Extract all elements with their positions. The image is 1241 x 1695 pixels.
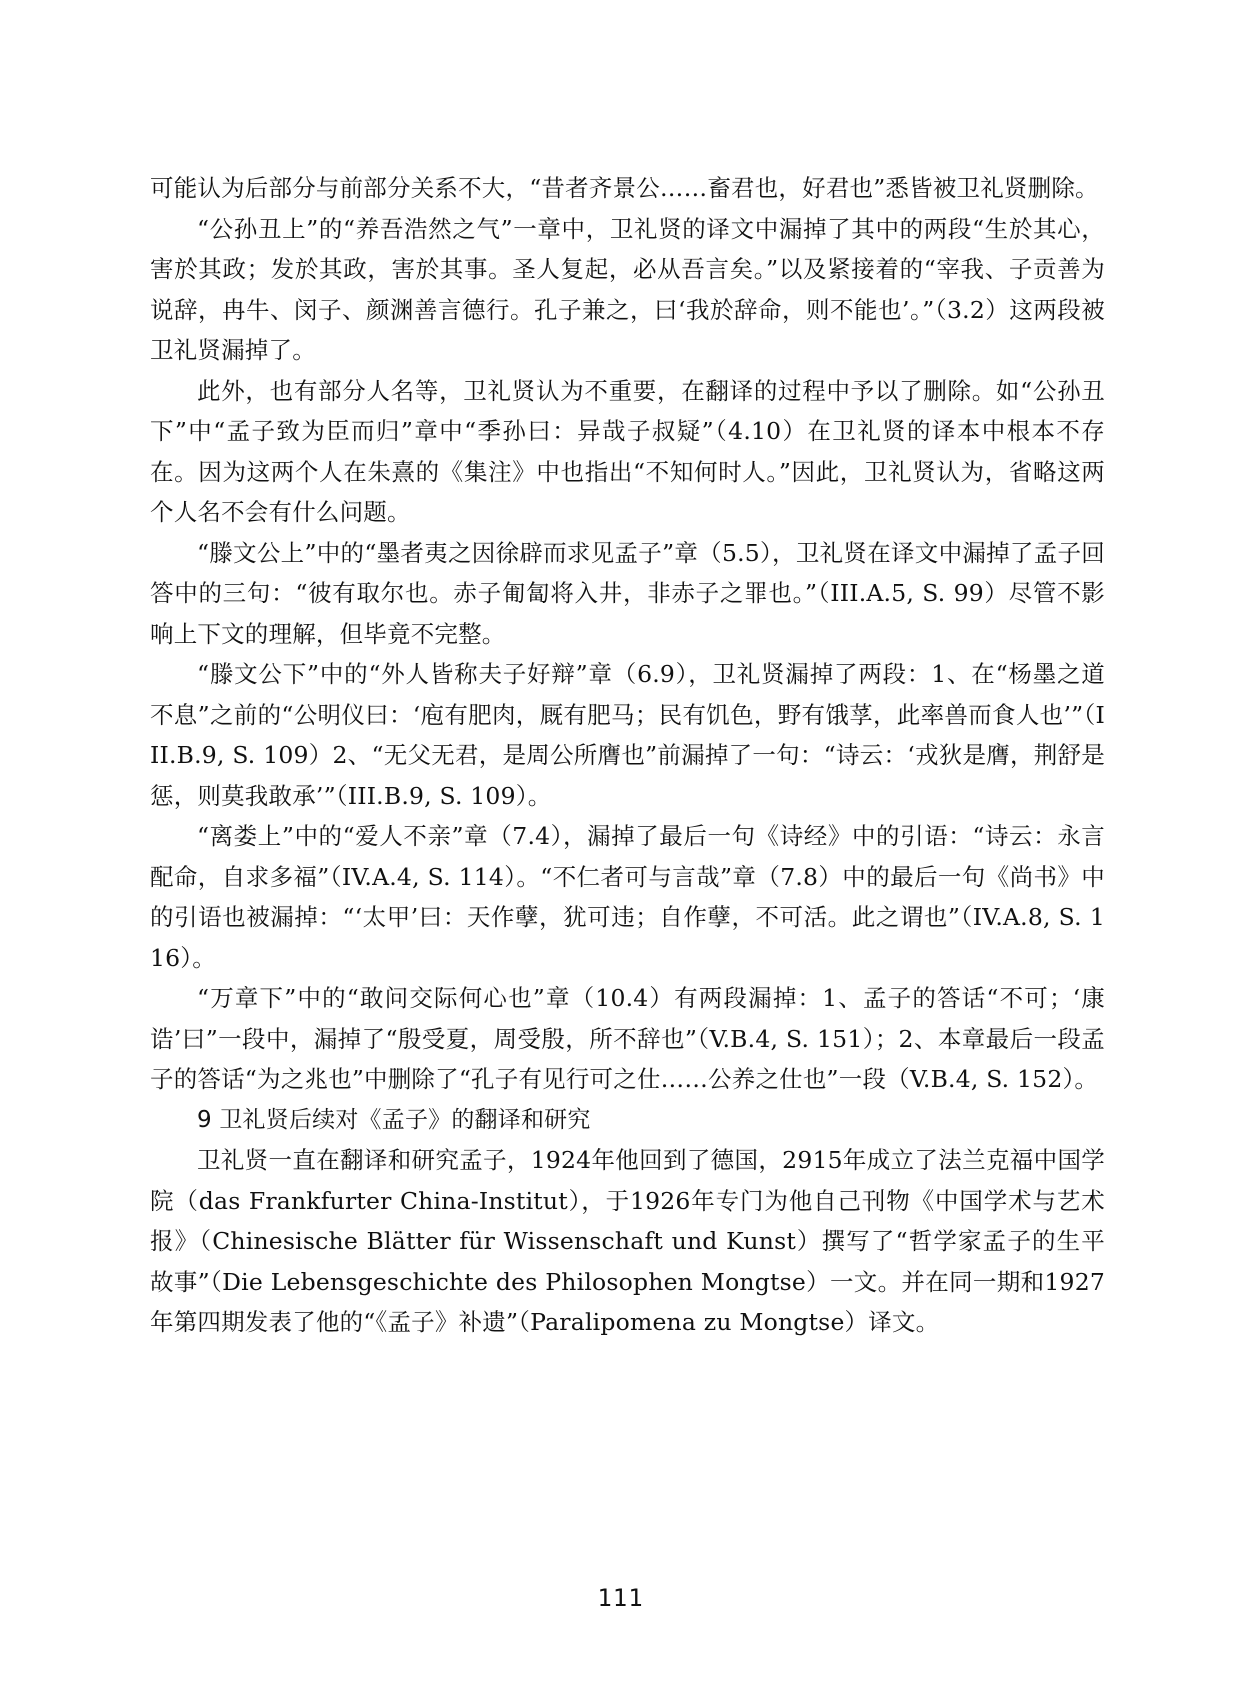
body-text — [150, 168, 1105, 1343]
paragraph-gongsun-chou-shang: “公孙丑上”的“养吾浩然之气”一章中，卫礼贤的译文中漏掉了其中的两段“生於其心，害於其政；发於其政，害於其事。圣人复起，必从吾言矣。”以及紧接着的“宰我、子贡善为说辞，冉牛、闵子、颜渊善言德行。孔子兼之，曰‘我於辞命，则不能也’。”（3.2）这两段被卫礼贤漏掉了。 — [150, 214, 1105, 364]
paragraph-teng-wen-gong-shang: “滕文公上”中的“墨者夷之因徐辟而求见孟子”章（5.5），卫礼贤在译文中漏掉了孟子回答中的三句：“彼有取尔也。赤子匍匐将入井，非赤子之罪也。”（III.A.5, S. 99）尽管不影响上下文的理解，但毕竟不完整。 — [150, 538, 1105, 648]
paragraph-omitted-names: 此外，也有部分人名等，卫礼贤认为不重要，在翻译的过程中予以了删除。如“公孙丑下”中“孟子致为臣而归”章中“季孙曰：异哉子叔疑”（4.10）在卫礼贤的译本中根本不存在。因为这两个人在朱熹的《集注》中也指出“不知何时人。”因此，卫礼贤认为，省略这两个人名不会有什么问题。 — [150, 376, 1105, 526]
paragraph-teng-wen-gong-xia: “滕文公下”中的“外人皆称夫子好辩”章（6.9），卫礼贤漏掉了两段：1、在“杨墨之道不息”之前的“公明仪曰：‘庖有肥肉，厩有肥马；民有饥色，野有饿莩，此率兽而食人也’”（III.B.9, S. 109）2、“无父无君，是周公所膺也”前漏掉了一句：“诗云：‘戎狄是膺，荆舒是惩，则莫我敢承’”（III.B.9, S. 109）。 — [150, 660, 1105, 810]
section-heading: 9 卫礼贤后续对《孟子》的翻译和研究 — [197, 1106, 591, 1133]
paragraph-later-translation: 卫礼贤一直在翻译和研究孟子，1924年他回到了德国，2915年成立了法兰克福中国学院（das Frankfurter China-Institut），于1926年专门为他自己刊物《中国学术与艺术报》（Chinesische Blätter für Wissenschaft und Kunst）撰写了“哲学家孟子的生平故事”（Die Lebensgeschichte des Philosophen Mongtse）一文。并在同一期和1927年第四期发表了他的“《孟子》补遗”（Paralipomena zu Mongtse）译文。 — [150, 1146, 1105, 1336]
paragraph-wan-zhang-xia: “万章下”中的“敢问交际何心也”章（10.4）有两段漏掉：1、孟子的答话“不可；‘康诰’曰”一段中，漏掉了“殷受夏，周受殷，所不辞也”（V.B.4, S. 151）；2、本章最后一段孟子的答话“为之兆也”中删除了“孔子有见行可之仕……公养之仕也”一段（V.B.4, S. 152）。 — [150, 984, 1105, 1093]
page-number: 111 — [597, 1584, 644, 1612]
paragraph-continuation: 可能认为后部分与前部分关系不大，“昔者齐景公……畜君也，好君也”悉皆被卫礼贤删除。 — [150, 174, 1099, 202]
paragraph-li-lou-shang: “离娄上”中的“爱人不亲”章（7.4），漏掉了最后一句《诗经》中的引语：“诗云：永言配命，自求多福”（IV.A.4, S. 114）。“不仁者可与言哉”章（7.8）中的最后一句《尚书》中的引语也被漏掉：“‘太甲’曰：天作孽，犹可违；自作孽，不可活。此之谓也”（IV.A.8, S. 116）。 — [150, 822, 1105, 972]
